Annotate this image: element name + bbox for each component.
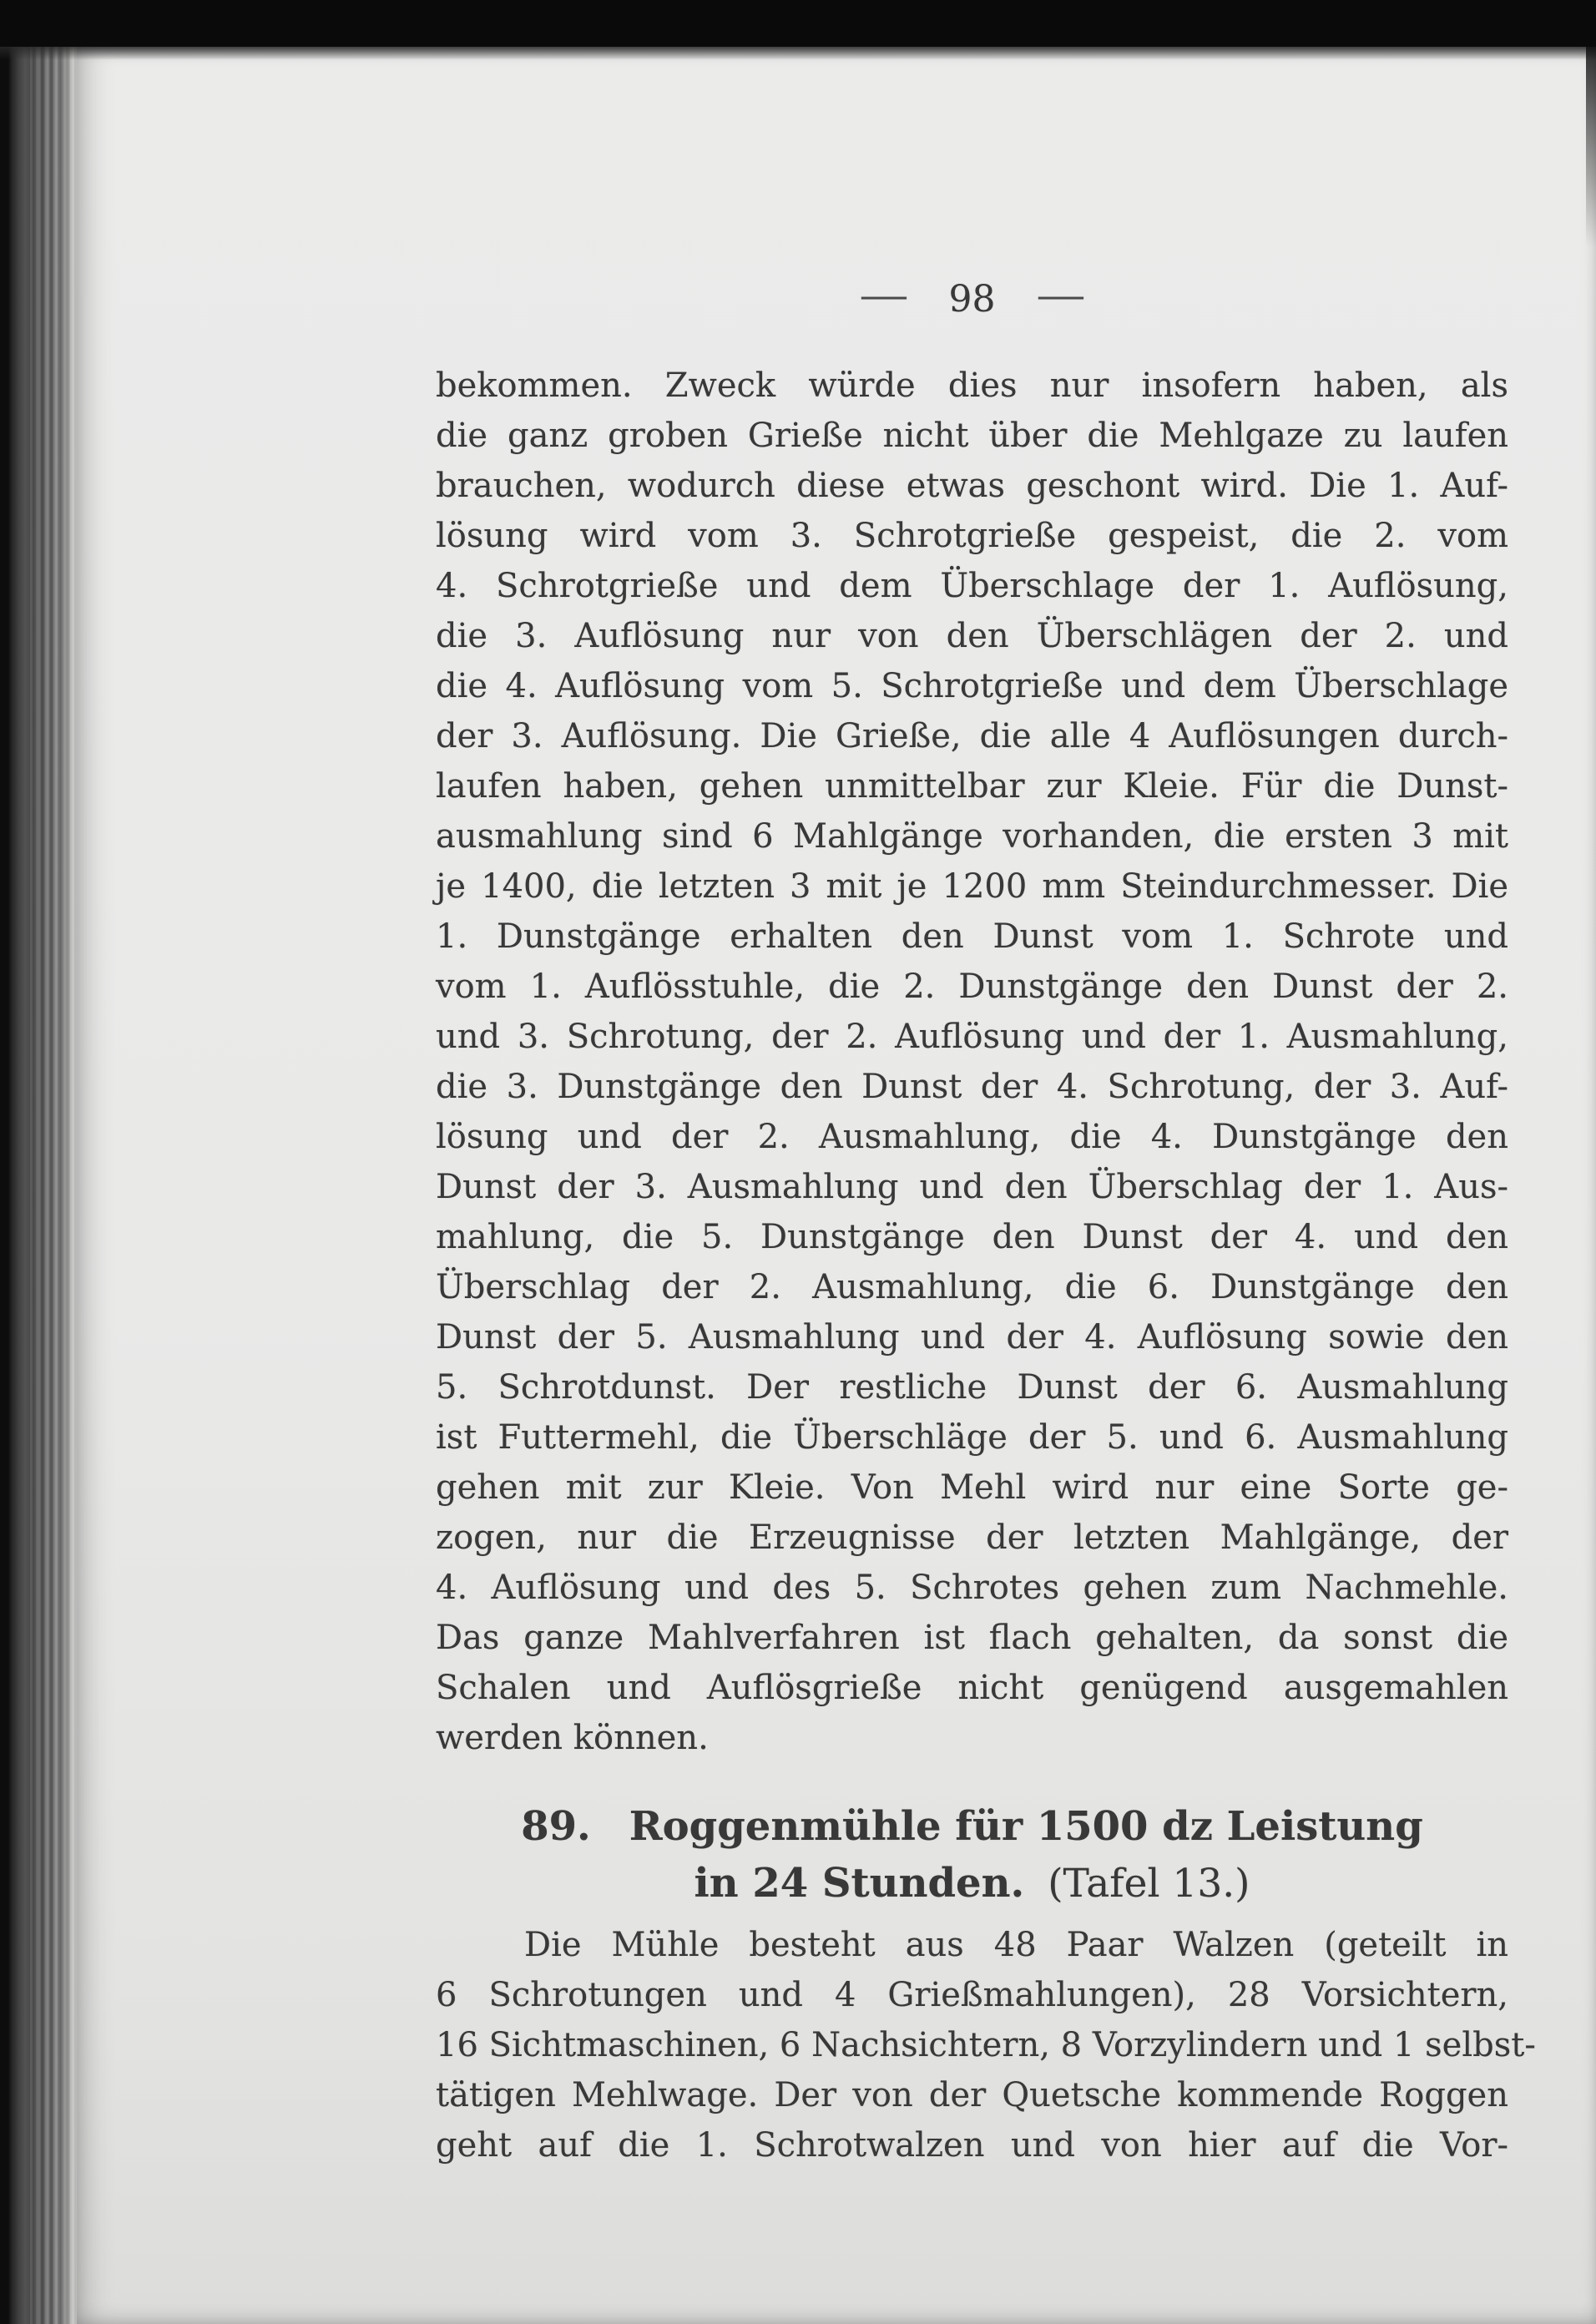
section-subtitle: in 24 Stunden.: [694, 1860, 1025, 1907]
text-line: die ganz groben Grieße nicht über die Mehlgaze zu laufen: [436, 417, 1508, 455]
text-line: 6 Schrotungen und 4 Grießmahlungen), 28 Vorsichtern,: [436, 1976, 1508, 2014]
text-line: Überschlag der 2. Ausmahlung, die 6. Dunstgänge den: [436, 1268, 1508, 1306]
text-line: je 1400, die letzten 3 mit je 1200 mm Steindurchmesser. Die: [436, 867, 1508, 906]
text-line: 5. Schrotdunst. Der restliche Dunst der 6. Ausmahlung: [436, 1368, 1508, 1407]
page-number-dash-right: —: [1035, 275, 1086, 317]
page-edge-shadow-right: [1586, 47, 1596, 247]
text-line: zogen, nur die Erzeugnisse der letzten Mahlgänge, der: [436, 1518, 1508, 1557]
text-line: werden können.: [436, 1719, 709, 1757]
text-line: die 3. Dunstgänge den Dunst der 4. Schrotung, der 3. Auf-: [436, 1068, 1508, 1106]
text-line: geht auf die 1. Schrotwalzen und von hier auf die Vor-: [436, 2126, 1508, 2165]
text-line: gehen mit zur Kleie. Von Mehl wird nur eine Sorte ge-: [436, 1468, 1508, 1507]
text-line: Dunst der 5. Ausmahlung und der 4. Auflösung sowie den: [436, 1318, 1508, 1357]
text-line: lösung und der 2. Ausmahlung, die 4. Dunstgänge den: [436, 1118, 1508, 1156]
page-number-dash-left: —: [858, 275, 909, 317]
text-line: lösung wird vom 3. Schrotgrieße gespeist, die 2. vom: [436, 517, 1508, 555]
section-heading-line2: [436, 1855, 1508, 1912]
text-line: 1. Dunstgänge erhalten den Dunst vom 1. Schrote und: [436, 917, 1508, 956]
text-line: Die Mühle besteht aus 48 Paar Walzen (geteilt in: [524, 1926, 1508, 1964]
text-line: laufen haben, gehen unmittelbar zur Kleie. Für die Dunst-: [436, 767, 1508, 806]
stacked-page-edges: [30, 0, 77, 2324]
scan-top-band-shadow: [0, 47, 1596, 60]
text-line: vom 1. Auflösstuhle, die 2. Dunstgänge den Dunst der 2.: [436, 967, 1508, 1006]
section-number: 89.: [521, 1803, 591, 1850]
text-line: tätigen Mehlwage. Der von der Quetsche kommende Roggen: [436, 2076, 1508, 2114]
text-line: 16 Sichtmaschinen, 6 Nachsichtern, 8 Vorzylindern und 1 selbst-: [436, 2026, 1536, 2064]
text-line: bekommen. Zweck würde dies nur insofern haben, als: [436, 366, 1508, 405]
section-heading-line1: [436, 1798, 1508, 1855]
body-paragraph-continued: [436, 361, 1508, 1763]
text-line: die 3. Auflösung nur von den Überschlägen der 2. und: [436, 617, 1508, 655]
section-title: Roggenmühle für 1500 dz Leistung: [629, 1803, 1423, 1850]
page-number: 98: [948, 278, 996, 321]
book-page: [77, 47, 1596, 2324]
tafel-reference: (Tafel 13.): [1048, 1861, 1250, 1907]
text-line: ist Futtermehl, die Überschläge der 5. und 6. Ausmahlung: [436, 1418, 1508, 1457]
text-line: der 3. Auflösung. Die Grieße, die alle 4 Auflösungen durch-: [436, 717, 1508, 755]
text-line: Dunst der 3. Ausmahlung und den Überschlag der 1. Aus-: [436, 1168, 1508, 1206]
text-line: mahlung, die 5. Dunstgänge den Dunst der 4. und den: [436, 1218, 1508, 1256]
text-line: die 4. Auflösung vom 5. Schrotgrieße und dem Überschlage: [436, 667, 1508, 705]
text-line: 4. Auflösung und des 5. Schrotes gehen zum Nachmehle.: [436, 1569, 1508, 1607]
text-line: Das ganze Mahlverfahren ist flach gehalten, da sonst die: [436, 1619, 1508, 1657]
text-line: ausmahlung sind 6 Mahlgänge vorhanden, die ersten 3 mit: [436, 817, 1508, 856]
scan-top-band: [0, 0, 1596, 47]
text-line: und 3. Schrotung, der 2. Auflösung und der 1. Ausmahlung,: [436, 1018, 1508, 1056]
body-paragraph-section-89: [436, 1920, 1536, 2170]
page-number-row: [436, 275, 1508, 321]
text-line: Schalen und Auflösgrieße nicht genügend ausgemahlen: [436, 1669, 1508, 1707]
section-heading: [436, 1798, 1508, 1912]
text-line: brauchen, wodurch diese etwas geschont wird. Die 1. Auf-: [436, 467, 1508, 505]
text-line: 4. Schrotgrieße und dem Überschlage der 1. Auflösung,: [436, 567, 1508, 605]
